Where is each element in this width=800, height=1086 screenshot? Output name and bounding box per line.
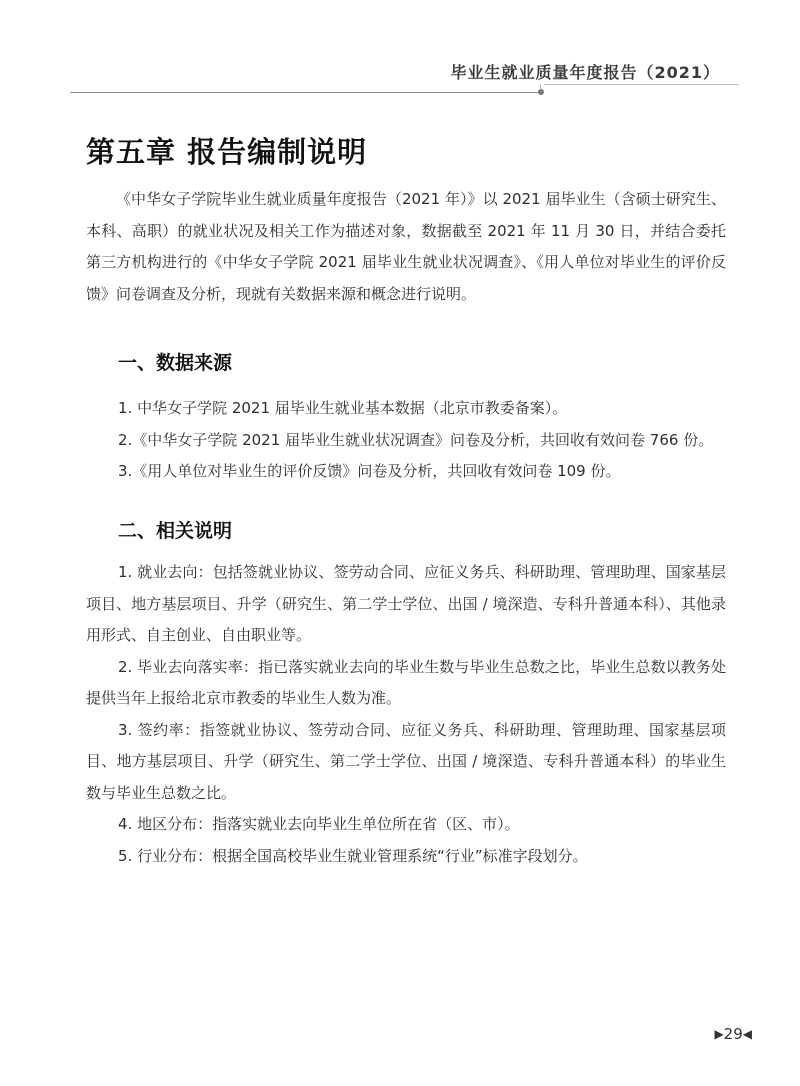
page-number — [714, 1025, 752, 1043]
header-rule-thin — [544, 84, 739, 85]
list-item: 4. 地区分布：指落实就业去向毕业生单位所在省（区、市）。 — [118, 815, 520, 833]
list-item: 1. 就业去向：包括签就业协议、签劳动合同、应征义务兵、科研助理、管理助理、国家基层项目、地方基层项目、升学（研究生、第二学士学位、出国 / 境深造、专科升普通本科）、其他录用形式、自主创业、自由职业等。 — [86, 563, 726, 644]
chapter-title: 第五章 报告编制说明 — [86, 135, 368, 169]
right-triangle-icon: ▶ — [714, 1027, 724, 1041]
list-item: 1. 中华女子学院 2021 届毕业生就业基本数据（北京市教委备案）。 — [118, 399, 568, 417]
data-sources-list — [86, 393, 726, 488]
section-heading-related-notes: 二、相关说明 — [118, 520, 233, 542]
section-heading-data-sources: 一、数据来源 — [118, 352, 233, 374]
list-item: 2.《中华女子学院 2021 届毕业生就业状况调查》问卷及分析，共回收有效问卷 766 份。 — [118, 430, 714, 449]
list-item: 5. 行业分布：根据全国高校毕业生就业管理系统“行业”标准字段划分。 — [118, 846, 588, 865]
page-number-value: 29 — [723, 1025, 743, 1043]
left-triangle-icon: ◀ — [742, 1027, 752, 1041]
header-rule — [70, 92, 540, 93]
list-item: 2. 毕业去向落实率：指已落实就业去向的毕业生数与毕业生总数之比，毕业生总数以教务处提供当年上报给北京市教委的毕业生人数为准。 — [86, 657, 726, 707]
header-rule-dot — [538, 89, 544, 95]
intro-paragraph: 《中华女子学院毕业生就业质量年度报告（2021 年）》以 2021 届毕业生（含硕士研究生、本科、高职）的就业状况及相关工作为描述对象，数据截至 2021 年 11 月 30 日，并结合委托第三方机构进行的《中华女子学院 2021 届毕业生就业状况调查》、《用人单位对毕业生的评价反馈》问卷调查及分析，现就有关数据来源和概念进行说明。 — [86, 190, 726, 303]
related-notes-list — [86, 557, 726, 872]
running-header-title: 毕业生就业质量年度报告（2021） — [450, 63, 720, 82]
list-item: 3. 签约率：指签就业协议、签劳动合同、应征义务兵、科研助理、管理助理、国家基层项目、地方基层项目、升学（研究生、第二学士学位、出国 / 境深造、专科升普通本科）的毕业生数与毕业生总数之比。 — [86, 720, 726, 802]
list-item: 3.《用人单位对毕业生的评价反馈》问卷及分析，共回收有效问卷 109 份。 — [118, 462, 621, 480]
